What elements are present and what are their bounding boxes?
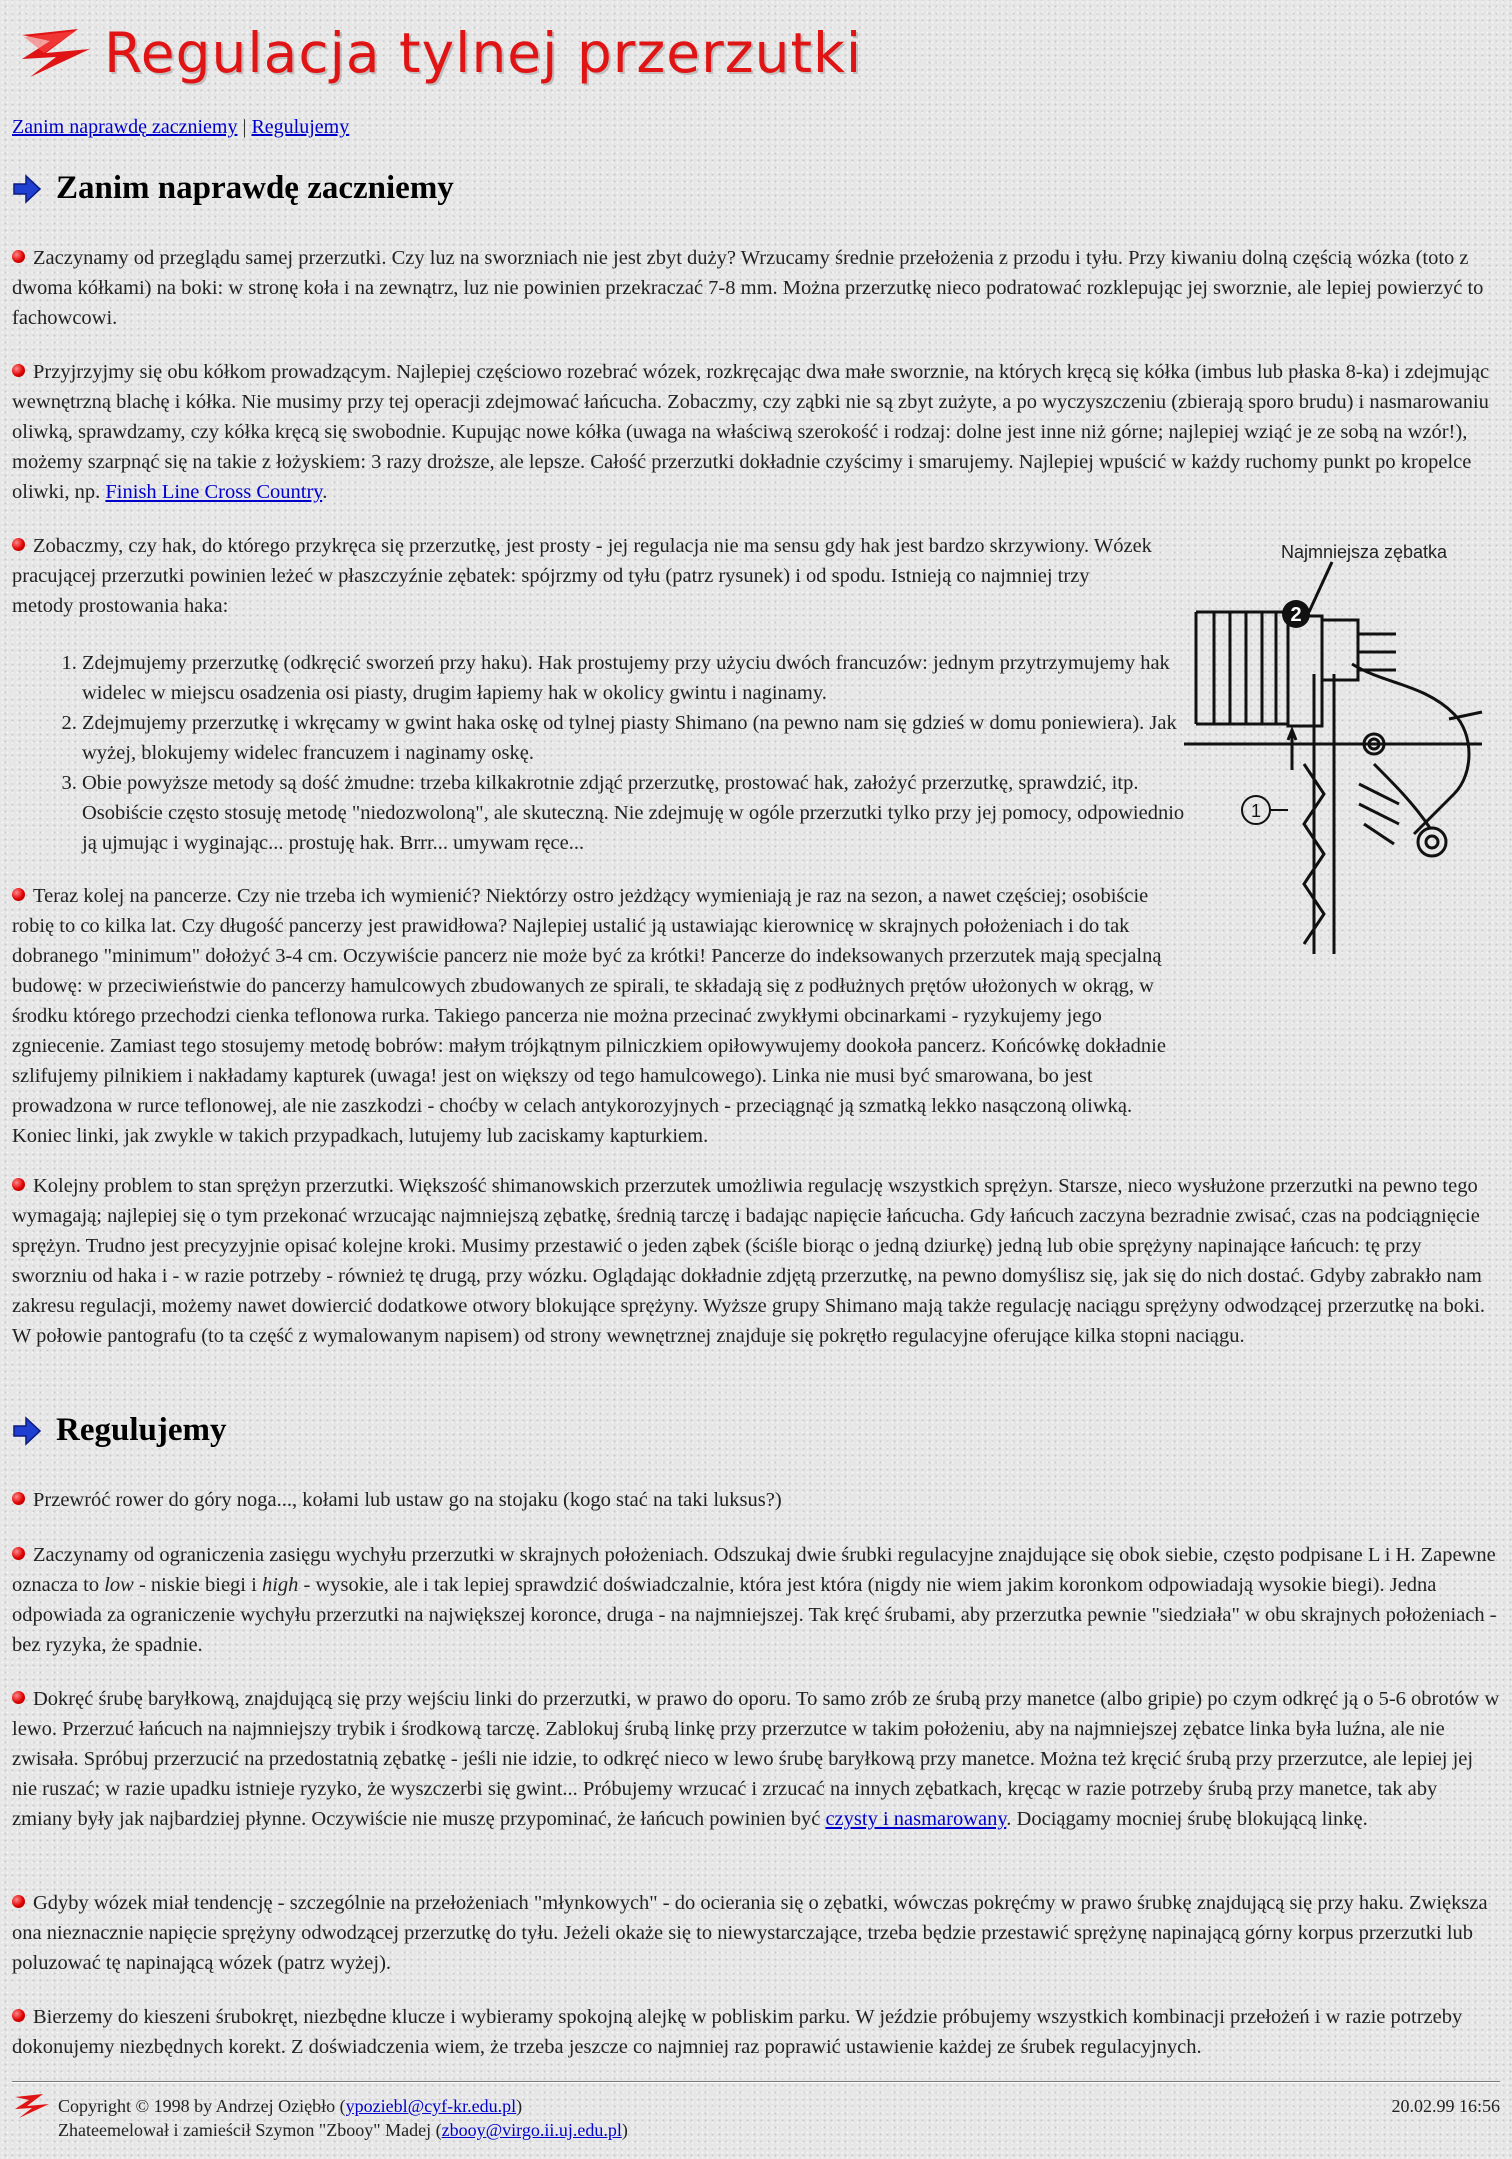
link-finish-line[interactable]: Finish Line Cross Country [105,481,323,503]
list-item: 1. Zdejmujemy przerzutkę (odkręcić sworzeń przy haku). Hak prostujemy przy użyciu dwóch francuzów: jednym przytrzymujemy hak widelec w miejscu osadzenia osi piasty, drugim łapiemy hak w okolicy gwintu i naginamy. [82,648,1192,708]
red-bullet-icon [12,1691,25,1704]
paragraph-limit-screws: Zaczynamy od ograniczenia zasięgu wychyłu przerzutki w skrajnych położeniach. Odszukaj dwie śrubki regulacyjne znajdujące się obok siebie, często podpisane L i H. Zapewne oznacza to low - niskie biegi i high - wysokie, ale i tak lepiej sprawdzić doświadczalnie, która jest która (nigdy nie wiem jakim koronkom odpowiadają wysokie biegi). Jedna odpowiada za ograniczenie wychyłu przerzutki na największej koronce, druga - na najmniejszej. Tak kręć śrubami, aby przerzutka pewnie "siedziała" w obu skrajnych położeniach - bez ryzyka, że spadnie. [12,1544,1497,1656]
red-bullet-icon [12,1895,25,1908]
red-bullet-icon [12,1492,25,1505]
section-heading-before-start [12,170,454,207]
paragraph-text: Zobaczmy, czy hak, do którego przykręca się przerzutkę, jest prosty - jej regulacja nie ma sensu gdy hak jest bardzo skrzywiony. Wózek pracującej przerzutki powinien leżeć w płaszczyźnie zębatek: spójrzmy od tyłu (patrz rysunek) i od spodu. Istnieją co najmniej trzy metody prostowania haka: [12,535,1152,617]
footer-credit-line: Zhateemelował i zamieścił Szymon "Zbooy" Madej (zbooy@virgo.ii.uj.edu.pl) [58,2120,628,2140]
page-header [16,18,862,88]
figure-number-2: 2 [1290,604,1302,626]
paragraph-barrel-adjuster: Dokręć śrubę baryłkową, znajdującą się przy wejściu linki do przerzutki, w prawo do oporu. To samo zrób ze śrubą przy manetce (albo gripie) po czym odkręć ją o 5-6 obrotów w lewo. Przerzuć łańcuch na najmniejszy trybik i środkową tarczę. Zablokuj śrubą linkę przy przerzutce w takim położeniu, aby na najmniejszej zębatce linka była luźna, ale nie zwisała. Spróbuj przerzucić na przedostatnią zębatkę - jeśli nie idzie, to odkręć nieco w lewo śrubę baryłkową przy manetce. Można też kręcić śrubą przy przerzutce, ale lepiej jej nie ruszać; w razie upadku istnieje ryzyko, że wyszczerbi się gwint... Próbujemy wrzucać i zrzucać na innych zębatkach, kręcąc w razie potrzeby śrubą przy manetce, tak aby zmiany były jak najbardziej płynne. Oczywiście nie muszę przypominać, że łańcuch powinien być czysty i nasmarowany. Dociągamy mocniej śrubę blokującą linkę. [12,1688,1500,1830]
section-heading-text: Zanim naprawdę zaczniemy [56,170,454,206]
red-bullet-icon [12,364,25,377]
paragraph-hanger [12,531,1152,621]
section-heading-adjusting [12,1412,226,1449]
nav-link-before-start[interactable]: Zanim naprawdę zaczniemy [12,116,238,138]
paragraph-text: . [322,481,328,503]
footer-date: 20.02.99 16:56 [1391,2096,1500,2116]
email-link-editor[interactable]: zbooy@virgo.ii.uj.edu.pl [441,2120,622,2140]
link-clean-lubed[interactable]: czysty i nasmarowany [825,1808,1007,1830]
list-item: 3. Obie powyższe metody są dość żmudne: trzeba kilkakrotnie zdjąć przerzutkę, prostować hak, założyć przerzutkę, sprawdzić, itp. Osobiście często stosuję metodę "niedozwoloną", ale skuteczną. Nie zdejmuję w ogóle przerzutki tylko przy jej pomocy, odpowiednio ją ujmując i wyginając... prostuję hak. Brrr... umywam ręce... [82,768,1192,858]
paragraph-springs [12,1171,1500,1351]
footer-divider [12,2081,1500,2083]
paragraph-text: Kolejny problem to stan sprężyn przerzutki. Większość shimanowskich przerzutek umożliwia regulację wszystkich sprężyn. Starsze, nieco wysłużone przerzutki na pewno tego wymagają; najlepiej się o tym przekonać wrzucając najmniejszą zębatkę, średnią tarczę i badając napięcie łańcucha. Gdy łańcuch zaczyna bezradnie zwisać, czas na podciągnięcie sprężyn. Trudno jest precyzyjnie opisać kolejne kroki. Musimy przestawić o jeden ząbek (ściśle biorąc o jedną dziurkę) jedną lub obie sprężyny napinające łańcuch: tę przy sworzniu od haka i - w razie potrzeby - również tę drugą, przy wózku. Oglądając dokładnie zdjętą przerzutkę, na pewno domyślisz się, jak się do nich dostać. Gdyby zabrakło nam zakresu regulacji, możemy nawet dowiercić dodatkowe otwory blokujące sprężyny. Wyższe grupy Shimano mają także regulację naciągu sprężyny odwodzącej przerzutkę na boki. W połowie pantografu (to ta część z wymalowanym napisem) od strony wewnętrznej znajduje się pokrętło regulacyjne oferujące kilka stopni naciągu. [12,1175,1486,1347]
paragraph-cable-housing [12,881,1172,1151]
figure-label: Najmniejsza zębatka [1280,542,1448,562]
paragraph-text: Gdyby wózek miał tendencję - szczególnie na przełożeniach "młynkowych" - do ocierania się o zębatki, wówczas pokręćmy w prawo śrubkę znajdującą się przy haku. Zwiększa ona nieznacznie napięcie sprężyny odwodzącej przerzutkę do tyłu. Jeżeli okaże się to niewystarczające, trzeba będzie przestawić sprężynę napinającą górny korpus przerzutki lub poluzować tę napinającą wózek (patrz wyżej). [12,1892,1488,1974]
page-title: Regulacja tylnej przerzutki [104,21,863,85]
email-link-author[interactable]: ypoziebl@cyf-kr.edu.pl [345,2096,517,2116]
paragraph-text: Przyjrzyjmy się obu kółkom prowadzącym. Najlepiej częściowo rozebrać wózek, rozkręcając dwa małe sworznie, na których kręcą się kółka (imbus lub płaska 8-ka) i zdejmując wewnętrzną blachę i kółka. Nie musimy przy tej operacji zdejmować łańcucha. Zobaczmy, czy ząbki nie są zbyt zużyte, a po wyczyszczeniu (zbierają sporo brudu) i nasmarowaniu oliwką, sprawdzamy, czy kółka kręcą się swobodnie. Kupując nowe kółka (uwaga na właściwą szerokość i rodzaj: dolne jest inne niż górne; najlepiej wziąć je ze sobą na wzór!), możemy szarpnąć się na takie z łożyskiem: 3 razy droższe, ale lepsze. Całość przerzutki dokładnie czyścimy i smarujemy. Najlepiej wpuścić w każdy ruchomy punkt po kropelce oliwki, np. [12,361,1490,503]
red-bullet-icon [12,538,25,551]
red-bullet-icon [12,2009,25,2022]
nav-separator: | [237,116,252,138]
footer-copyright-line: Copyright © 1998 by Andrzej Oziębło (ypoziebl@cyf-kr.edu.pl) [58,2096,523,2116]
paragraph-text: Przewróć rower do góry noga..., kołami lub ustaw go na stojaku (kogo stać na taki luksus?) [33,1489,782,1511]
arrow-right-icon [12,1416,42,1446]
breadcrumb [12,116,349,139]
logo-z-icon [12,2092,52,2120]
figure-number-1: 1 [1250,801,1262,821]
red-bullet-icon [12,1178,25,1191]
arrow-right-icon [12,174,42,204]
red-bullet-icon [12,250,25,263]
paragraph-test-ride [12,2002,1500,2062]
derailleur-figure [1184,534,1504,974]
paragraph-text: Bierzemy do kieszeni śrubokręt, niezbędne klucze i wybieramy spokojną alejkę w pobliskim parku. W jeździe próbujemy wszystkich kombinacji przełożeń i w razie potrzeby dokonujemy niezbędnych korekt. Z doświadczenia wiem, że trzeba jeszcze co najmniej raz poprawić ustawienie każdej ze śrubek regulacyjnych. [12,2006,1463,2058]
paragraph-text: Teraz kolej na pancerze. Czy nie trzeba ich wymienić? Niektórzy ostro jeżdżący wymieniają je raz na sezon, a nawet częściej; osobiście robię to co kilka lat. Czy długość pancerzy jest prawidłowa? Najlepiej ustalić ją ustawiając kierownicę w skrajnych położeniach i do tak dobranego "minimum" dołożyć 3-4 cm. Oczywiście pancerz nie może być za krótki! Pancerze do indeksowanych przerzutek mają specjalną budowę: w przeciwieństwie do pancerzy hamulcowych zbudowanych ze spirali, te składają się z podłużnych prętów ułożonych w okrąg, w środku którego przechodzi cienka teflonowa rurka. Takiego pancerza nie można przecinać zwykłymi obcinarkami - ryzykujemy jego zgniecenie. Zamiast tego stosujemy metodę bobrów: małym trójkątnym pilniczkiem opiłowywujemy dookoła pancerz. Końcówkę dokładnie szlifujemy pilnikiem i nakładamy kapturek (uwaga! jest on większy od tego hamulcowego). Linka nie musi być smarowana, bo jest prowadzona w rurce teflonowej, ale nie zaszkodzi - choćby w celach antykorozyjnych - przeciągnąć ją szmatką lekko nasączoną oliwką. Koniec linki, jak zwykle w takich przypadkach, lutujemy lub zaciskamy kapturkiem. [12,885,1166,1147]
red-bullet-icon [12,888,25,901]
paragraph-flip-bike [12,1485,1500,1515]
section-heading-text: Regulujemy [56,1412,227,1448]
nav-link-adjusting[interactable]: Regulujemy [251,116,350,138]
paragraph-pulleys [12,357,1500,507]
red-bullet-icon [12,1547,25,1560]
paragraph-b-tension [12,1888,1500,1978]
logo-z-icon [16,25,96,81]
methods-list [42,648,1192,858]
paragraph-text: Zaczynamy od przeglądu samej przerzutki. Czy luz na sworzniach nie jest zbyt duży? Wrzucamy średnie przełożenia z przodu i tyłu. Przy kiwaniu dolną częścią wózka (toto z dwoma kółkami) na boki: w stronę koła i na zewnątrz, luz nie powinien przekraczać 7-8 mm. Można przerzutkę nieco podratować rozklepując jej sworznie, ale lepiej powierzyć to fachowcowi. [12,247,1484,329]
list-item: 2. Zdejmujemy przerzutkę i wkręcamy w gwint haka oskę od tylnej piasty Shimano (na pewno nam się gdzieś w domu poniewiera). Jak wyżej, blokujemy widelec francuzem i naginamy oskę. [82,708,1192,768]
footer-credits [12,2094,628,2142]
paragraph-inspection [12,243,1500,333]
